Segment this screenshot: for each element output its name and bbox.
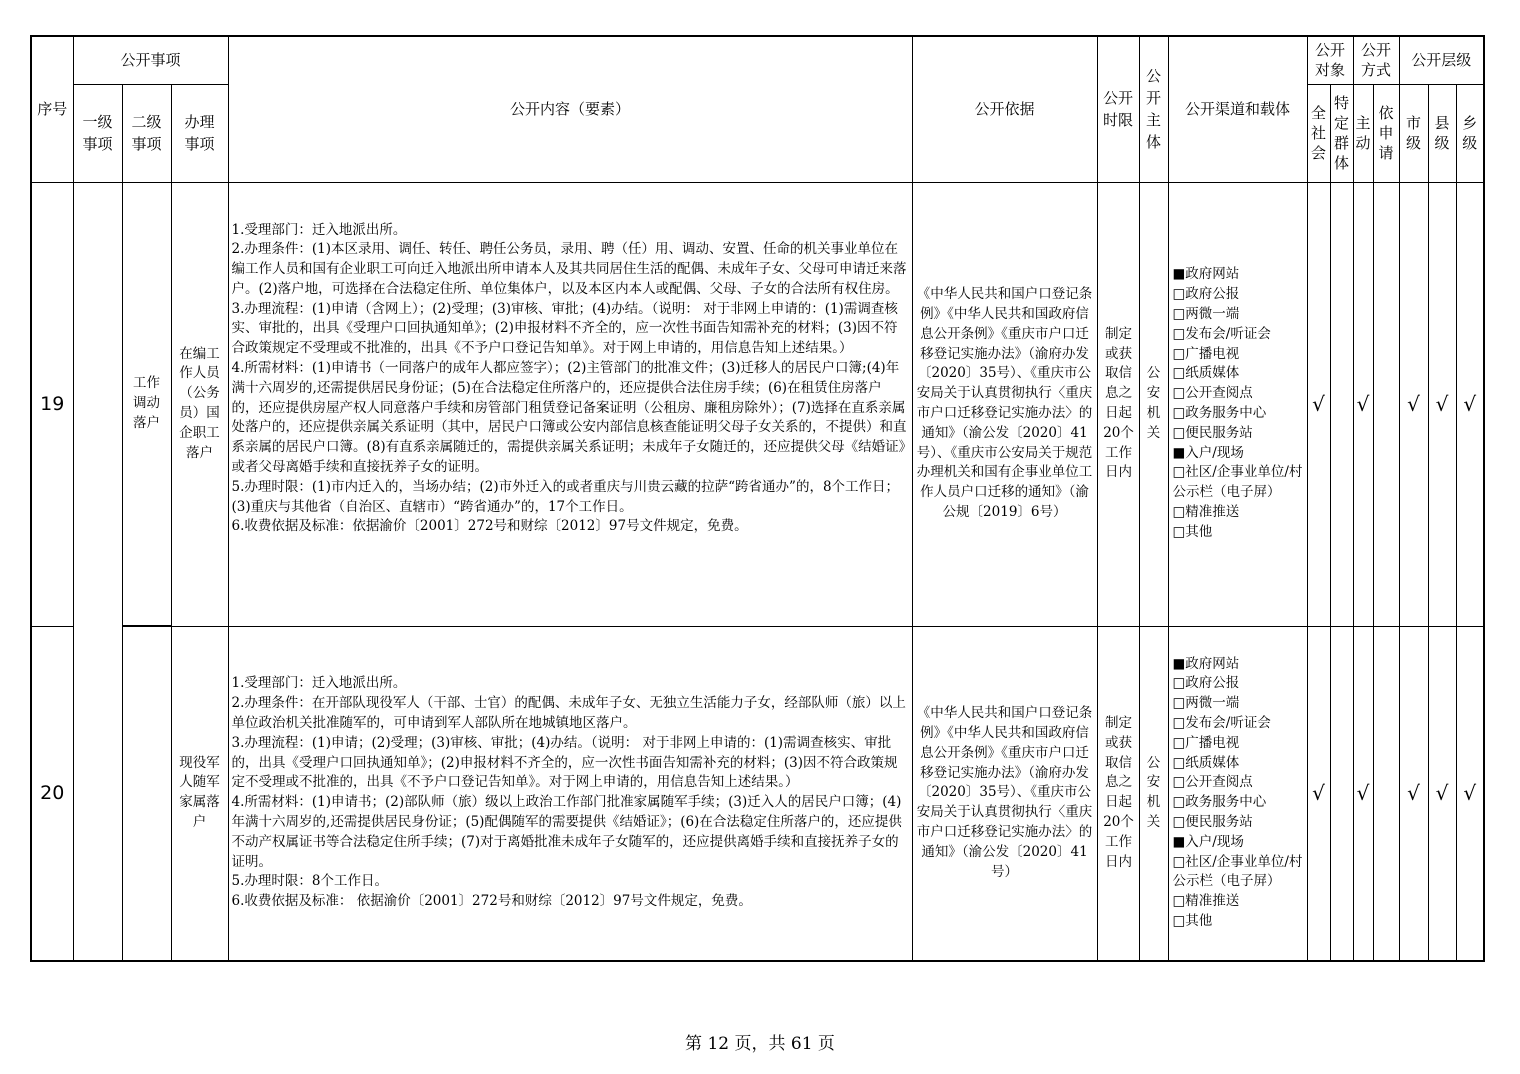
channel-item: □广播电视: [1172, 345, 1240, 362]
check-target-all: √: [1307, 626, 1330, 961]
header-level: 公开层级: [1399, 36, 1484, 84]
content-line: 6.收费依据及标准： 依据渝价〔2001〕272号和财综〔2012〕97号文件规定，免费。: [231, 893, 752, 910]
channel-item: □发布会/听证会: [1172, 715, 1271, 732]
row-basis: 《中华人民共和国户口登记条例》《中华人民共和国政府信息公开条例》《重庆市户口迁移登记实施办法》（渝府办发〔2020〕35号）、《重庆市公安局关于认真贯彻执行〈重庆市户口迁移登记实施办法〉的通知》（渝公发〔2020〕41号）、《重庆市公安局关于规范办理机关和国有企事业单位工作人员户口迁移的通知》（渝公规〔2019〕6号）: [912, 182, 1097, 626]
table-row: [31, 182, 1484, 626]
channel-item: □公开查阅点: [1172, 774, 1253, 791]
header-method-active: 主动: [1353, 84, 1373, 182]
disclosure-table: [30, 35, 1485, 962]
content-line: 4.所需材料：(1)申请书；(2)部队师（旅）级以上政治工作部门批准家属随军手续；(3)迁入人的居民户口簿；(4)年满十六周岁的,还需提供居民身份证；(5)配偶随军的需要提供《结婚证》；(6)在合法稳定住所落户的，还应提供不动产权属证书等合法稳定住所手续；(7)对于离婚批准未成年子女随军的，还应提供离婚手续和直接抚养子女的证明。: [231, 794, 902, 870]
check-method-apply: [1373, 626, 1399, 961]
header-time-limit: 公开时限: [1097, 36, 1139, 182]
content-line: 6.收费依据及标准：依据渝价〔2001〕272号和财综〔2012〕97号文件规定，免费。: [231, 518, 748, 535]
channel-item: ■入户/现场: [1172, 833, 1244, 850]
row-seq: 20: [31, 626, 73, 961]
content-line: 5.办理时限：8个工作日。: [231, 873, 389, 890]
row-seq: 19: [31, 182, 73, 626]
check-level-city: √: [1399, 626, 1428, 961]
check-method-active: √: [1353, 626, 1373, 961]
table-row: [31, 626, 1484, 961]
row-handle: 现役军人随军家属落户: [171, 626, 228, 961]
channel-item: ■入户/现场: [1172, 444, 1244, 461]
check-level-city: √: [1399, 182, 1428, 626]
row-time-limit: 制定或获取信息之日起20个工作日内: [1097, 182, 1139, 626]
check-method-apply: [1373, 182, 1399, 626]
row-time-limit: 制定或获取信息之日起20个工作日内: [1097, 626, 1139, 961]
row-subject: 公安机关: [1139, 626, 1168, 961]
channel-item: □精准推送: [1172, 893, 1240, 910]
channel-item: □政务服务中心: [1172, 405, 1267, 421]
channel-item: □政府公报: [1172, 286, 1240, 303]
channel-item: □纸质媒体: [1172, 754, 1240, 771]
row-handle: 在编工作人员（公务员）国企职工落户: [171, 182, 228, 626]
row-channels: [1168, 182, 1307, 626]
channel-item: ■政府网站: [1172, 655, 1240, 672]
header-target-all: 全社会: [1307, 84, 1330, 182]
header-channels: 公开渠道和载体: [1168, 36, 1307, 182]
header-level-city: 市级: [1399, 84, 1428, 182]
header-row-1: [31, 36, 1484, 84]
content-line: 5.办理时限：(1)市内迁入的，当场办结；(2)市外迁入的或者重庆与川贵云藏的拉萨“跨省通办”的，8个工作日；(3)重庆与其他省（自治区、直辖市）“跨省通办”的，17个工作日。: [231, 478, 900, 515]
row-channels: [1168, 626, 1307, 961]
page-footer: 第 12 页，共 61 页: [685, 1034, 835, 1054]
row-content: [228, 626, 912, 961]
channel-item: □便民服务站: [1172, 814, 1253, 831]
check-target-all: √: [1307, 182, 1330, 626]
row-subject: 公安机关: [1139, 182, 1168, 626]
row-content: [228, 182, 912, 626]
header-public-items: 公开事项: [73, 36, 228, 84]
channel-item: □政府公报: [1172, 675, 1240, 692]
header-level-town: 乡级: [1456, 84, 1484, 182]
content-line: 3.办理流程：(1)申请（含网上）；(2)受理；(3)审核、审批；(4)办结。（说明： 对于非网上申请的：(1)需调查核实、审批的，出具《受理户口回执通知单》；(2)申报材料不齐全的，应一次性书面告知需补充的材料；(3)因不符合政策规定不受理或不批准的，出具《不予户口登记告知单》。对于网上申请的，用信息告知上述结果。）: [231, 300, 898, 357]
header-target-specific: 特定群体: [1330, 84, 1353, 182]
header-handle: 办理事项: [171, 84, 228, 182]
row-level2: 工作调动落户: [122, 182, 171, 626]
header-level2: 二级事项: [122, 84, 171, 182]
channel-item: ■政府网站: [1172, 266, 1240, 283]
channel-item: □精准推送: [1172, 503, 1240, 520]
channel-item: □纸质媒体: [1172, 365, 1240, 382]
row-level1: [73, 182, 122, 961]
content-line: 1.受理部门：迁入地派出所。: [231, 221, 407, 238]
header-method-apply: 依申请: [1373, 84, 1399, 182]
content-line: 2.办理条件：在开部队现役军人（干部、士官）的配偶、未成年子女、无独立生活能力子女，经部队师（旅）以上单位政治机关批准随军的，可申请到军人部队所在地城镇地区落户。: [231, 695, 906, 732]
check-level-town: √: [1456, 182, 1484, 626]
header-level1: 一级事项: [73, 84, 122, 182]
check-target-specific: [1330, 626, 1353, 961]
header-subject: 公开主体: [1139, 36, 1168, 182]
channel-item: □社区/企事业单位/村公示栏（电子屏）: [1172, 464, 1303, 501]
channel-item: □两微一端: [1172, 695, 1240, 712]
header-target: 公开对象: [1307, 36, 1353, 84]
content-line: 2.办理条件：(1)本区录用、调任、转任、聘任公务员，录用、聘（任）用、调动、安置、任命的机关事业单位在编工作人员和国有企业职工可向迁入地派出所申请本人及其共同居住生活的配偶、未成年子女、父母可申请迁来落户。(2)落户地，可选择在合法稳定住所、单位集体户，以及本区内本人或配偶、父母、子女的合法所有权住房。: [231, 241, 907, 297]
check-level-county: √: [1428, 626, 1456, 961]
channel-item: □广播电视: [1172, 734, 1240, 751]
channel-item: □其他: [1172, 523, 1213, 540]
header-level-county: 县级: [1428, 84, 1456, 182]
channel-item: □两微一端: [1172, 306, 1240, 323]
check-method-active: √: [1353, 182, 1373, 626]
channel-item: □政务服务中心: [1172, 794, 1267, 811]
check-level-county: √: [1428, 182, 1456, 626]
content-line: 1.受理部门：迁入地派出所。: [231, 675, 407, 692]
row-basis: 《中华人民共和国户口登记条例》《中华人民共和国政府信息公开条例》《重庆市户口迁移登记实施办法》（渝府办发〔2020〕35号）、《重庆市公安局关于认真贯彻执行〈重庆市户口迁移登记实施办法〉的通知》（渝公发〔2020〕41号）: [912, 626, 1097, 961]
channel-item: □公开查阅点: [1172, 385, 1253, 402]
header-content: 公开内容（要素）: [228, 36, 912, 182]
header-seq: 序号: [31, 36, 73, 182]
channel-item: □社区/企事业单位/村公示栏（电子屏）: [1172, 853, 1303, 890]
header-basis: 公开依据: [912, 36, 1097, 182]
check-level-town: √: [1456, 626, 1484, 961]
content-line: 4.所需材料：(1)申请书（一同落户的成年人都应签字）；(2)主管部门的批准文件；(3)迁移人的居民户口簿;(4)年满十六周岁的,还需提供居民身份证；(5)在合法稳定住所落户的，还应提供合法住房手续；(6)在租赁住房落户的，还应提供房屋产权人同意落户手续和房管部门租赁登记备案证明（公租房、廉租房除外）；(7)选择在直系亲属处落户的，还应提供亲属关系证明（其中，居民户口簿或公安内部信息核查能证明父母子女关系的，不提供）和直系亲属的居民户口簿。(8)有直系亲属随迁的，需提供亲属关系证明；未成年子女随迁的，还应提供父母《结婚证》或者父母离婚手续和直接抚养子女的证明。: [231, 360, 907, 476]
channel-item: □其他: [1172, 913, 1213, 930]
header-method: 公开方式: [1353, 36, 1399, 84]
channel-item: □便民服务站: [1172, 424, 1253, 441]
check-target-specific: [1330, 182, 1353, 626]
row-level2: [122, 626, 171, 961]
channel-item: □发布会/听证会: [1172, 325, 1271, 342]
content-line: 3.办理流程：(1)申请；(2)受理；(3)审核、审批；(4)办结。（说明： 对于非网上申请的：(1)需调查核实、审批的，出具《受理户口回执通知单》；(2)申报材料不齐全的，应一次性书面告知需补充的材料；(3)因不符合政策规定不受理或不批准的，出具《不予户口登记告知单》。对于网上申请的，用信息告知上述结果。）: [231, 734, 898, 791]
